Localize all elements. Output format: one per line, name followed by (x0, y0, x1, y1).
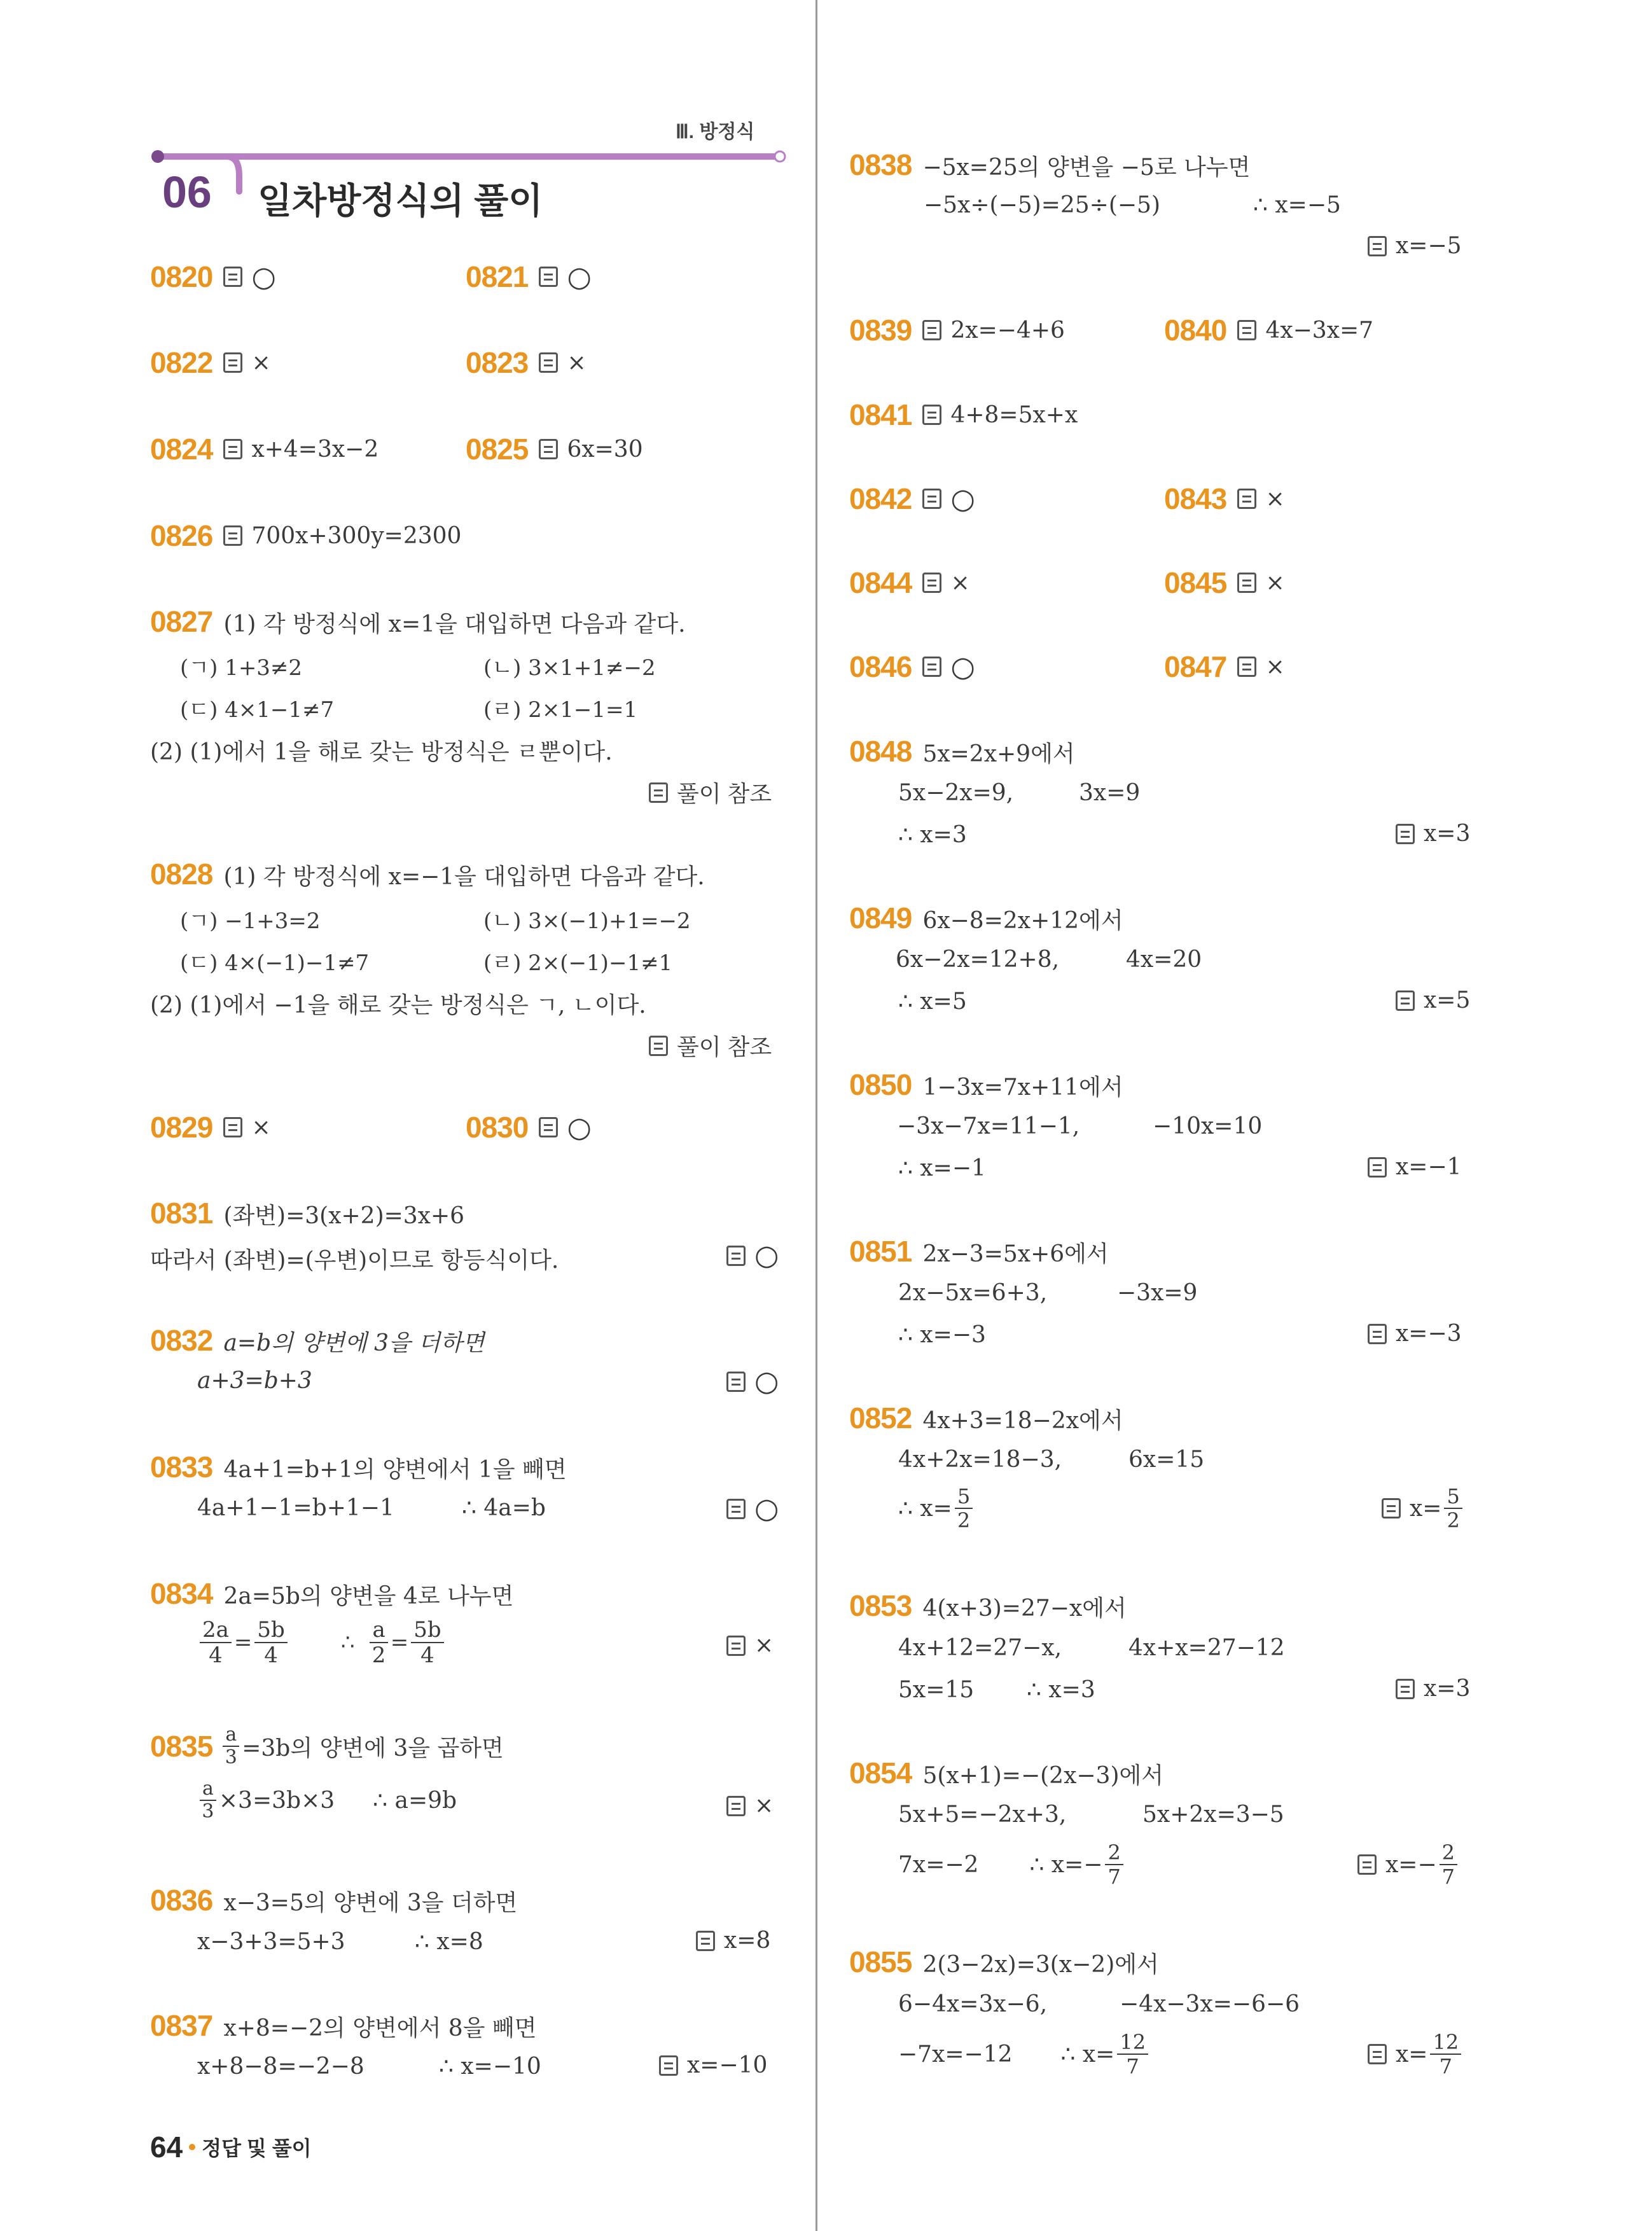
footer-label: 정답 및 풀이 (202, 2137, 312, 2160)
solution-line: 2(3−2x)=3(x−2)에서 (922, 1952, 1159, 1978)
page-number: 64 (150, 2130, 183, 2164)
solution-line: 4x+12=27−x, (898, 1635, 1062, 1661)
solution-line: (1) 각 방정식에 x=−1을 대입하면 다음과 같다. (223, 864, 705, 890)
solution-line: 4x=20 (1126, 947, 1202, 973)
answer-mark-icon (726, 1372, 746, 1392)
problem-0847 (1164, 650, 1285, 684)
problem-0851 (849, 1234, 1109, 1268)
answer: x=3 (1424, 821, 1471, 847)
problem-number: 0852 (849, 1401, 912, 1435)
answer-mark-icon (539, 439, 558, 459)
solution-line: 6x=15 (1128, 1447, 1205, 1473)
answer: x=8 (724, 1928, 771, 1954)
problem-number: 0844 (849, 566, 912, 599)
answer-row (726, 1365, 779, 1398)
answer-mark-icon (726, 1246, 746, 1266)
solution-line: x+8−8=−2−8 (197, 2054, 364, 2080)
answer-mark-icon (1237, 320, 1256, 340)
solution-line: 5(x+1)=−(2x−3)에서 (922, 1763, 1164, 1789)
problem-number: 0824 (150, 433, 213, 466)
problem-number: 0830 (466, 1111, 529, 1144)
problem-number: 0835 (150, 1730, 213, 1763)
fraction: $\frac{12}{7}$ (1117, 2032, 1148, 2076)
answer-mark-icon (539, 267, 558, 287)
answer: × (567, 349, 587, 376)
problem-number: 0854 (849, 1756, 912, 1790)
problem-0825 (466, 432, 643, 466)
answer: x=−3 (1396, 1321, 1462, 1347)
solution-line: (2) (1)에서 1을 해로 갖는 방정식은 ㄹ뿐이다. (150, 739, 613, 765)
problem-number: 0834 (150, 1577, 213, 1610)
answer-mark-icon (649, 1036, 668, 1056)
solution-line: 5x+5=−2x+3, (898, 1802, 1067, 1828)
solution-line: ∴ x=−10 (439, 2054, 541, 2080)
solution-line: 4(x+3)=27−x에서 (922, 1595, 1127, 1622)
problem-0829 (150, 1110, 271, 1144)
answer-row (1396, 987, 1470, 1013)
solution-line: ∴ x=3 (898, 822, 967, 848)
section-title: 일차방정식의 풀이 (258, 181, 543, 221)
solution-line: a=b의 양변에 3을 더하면 (223, 1330, 485, 1356)
solution-line: 5x−2x=9, (898, 780, 1014, 806)
problem-number: 0832 (150, 1324, 213, 1357)
answer: 2x=−4+6 (950, 317, 1065, 344)
solution-line: −3x−7x=11−1, (897, 1113, 1080, 1139)
answer: 6x=30 (567, 436, 643, 462)
problem-0844 (849, 566, 970, 600)
problem-number: 0825 (466, 433, 529, 466)
problem-0840 (1164, 313, 1373, 347)
problem-number: 0820 (150, 260, 213, 293)
solution-line: (2) (1)에서 −1을 해로 갖는 방정식은 ㄱ, ㄴ이다. (150, 992, 646, 1018)
answer-mark-icon (539, 1117, 558, 1137)
fraction-line: $\frac{a}{3}$ ×3=3b×3 ∴ a=9b (197, 1779, 457, 1821)
problem-number: 0838 (849, 148, 912, 181)
answer-row (1382, 1486, 1465, 1531)
solution-line: 6−4x=3x−6, (898, 1991, 1048, 2017)
problem-0824 (150, 432, 378, 466)
problem-number: 0853 (849, 1589, 912, 1622)
solution-line: (1) 각 방정식에 x=1을 대입하면 다음과 같다. (223, 611, 686, 637)
answer-mark-icon (1368, 1157, 1387, 1178)
problem-0828 (150, 857, 705, 891)
answer-row (659, 2052, 767, 2078)
problem-number: 0829 (150, 1111, 213, 1144)
answer-mark-icon (1396, 824, 1415, 844)
problem-number: 0841 (849, 398, 912, 431)
problem-number: 0843 (1164, 482, 1227, 515)
solution-line: a+3=b+3 (197, 1368, 312, 1394)
problem-0833 (150, 1450, 567, 1484)
solution-line: 6x−2x=12+8, (896, 947, 1060, 973)
problem-0852 (849, 1401, 1123, 1435)
problem-number: 0847 (1164, 650, 1227, 683)
answer: 700x+300y=2300 (251, 522, 462, 549)
fraction: $\frac{2}{7}$ (1440, 1842, 1457, 1887)
solution-line: 4a+1−1=b+1−1 (197, 1495, 394, 1521)
answer-mark-icon (922, 489, 941, 509)
solution-line: 4x+3=18−2x에서 (922, 1408, 1123, 1434)
answer-mark-icon (659, 2055, 678, 2076)
problem-0822 (150, 345, 271, 380)
problem-0842 (849, 482, 975, 516)
solution-line: 6x−8=2x+12에서 (922, 908, 1123, 934)
answer: × (1265, 485, 1285, 512)
problem-number: 0827 (150, 605, 213, 638)
problem-number: 0821 (466, 260, 529, 293)
answer: x=− (1385, 1851, 1437, 1878)
answer-mark-icon (1237, 489, 1256, 509)
answer-row (726, 1793, 774, 1819)
answer-mark-icon (1368, 2044, 1387, 2064)
answer: x=−10 (687, 2052, 768, 2078)
solution-line: 3x=9 (1079, 780, 1141, 806)
answer: × (251, 349, 271, 376)
solution-line: ∴ 4a=b (462, 1495, 546, 1521)
answer-mark-icon (922, 320, 941, 340)
problem-0848 (849, 734, 1075, 768)
answer: ○ (950, 482, 975, 515)
solution-line: 2a=5b의 양변을 4로 나누면 (223, 1583, 514, 1609)
problem-0823 (466, 345, 587, 380)
section-number: 06 (162, 167, 212, 217)
solution-line: ∴ x=5 (898, 989, 967, 1015)
option-d: (ㄹ) 2×(−1)−1≠1 (483, 950, 673, 976)
column-divider (816, 0, 817, 2231)
answer-mark-icon (726, 1499, 746, 1519)
answer-mark-icon (922, 657, 941, 677)
answer-row (649, 1029, 772, 1062)
problem-0839 (849, 313, 1065, 347)
problem-0832 (150, 1323, 485, 1358)
problem-0853 (849, 1588, 1127, 1623)
problem-number: 0842 (849, 482, 912, 515)
answer: x=−1 (1396, 1154, 1462, 1180)
option-a: (ㄱ) 1+3≠2 (180, 655, 303, 681)
answer: 4+8=5x+x (950, 401, 1078, 428)
answer: × (754, 1632, 774, 1658)
answer-row (1396, 1676, 1470, 1702)
answer-row (726, 1239, 779, 1272)
solution-line: =3b의 양변에 3을 곱하면 (242, 1735, 504, 1762)
solution-line: −5x÷(−5)=25÷(−5) (924, 192, 1160, 218)
problem-0830 (466, 1110, 592, 1144)
problem-number: 0826 (150, 519, 213, 552)
answer: × (1265, 653, 1285, 680)
answer-row (1357, 1842, 1460, 1887)
fraction-line: 7x=−2 ∴ x=− $\frac{2}{7}$ (898, 1842, 1126, 1887)
answer: ○ (567, 1111, 592, 1144)
problem-0835 (150, 1725, 504, 1767)
answer-mark-icon (1382, 1498, 1401, 1519)
answer-mark-icon (1237, 573, 1256, 593)
option-b: (ㄴ) 3×1+1≠−2 (483, 655, 656, 681)
answer: x=−5 (1396, 233, 1462, 259)
solution-line: ∴ x=8 (415, 1929, 483, 1955)
solution-line: x−3+3=5+3 (197, 1929, 345, 1955)
fraction: $\frac{a}{3}$ (223, 1725, 239, 1767)
answer-mark-icon (1357, 1854, 1377, 1875)
problem-number: 0823 (466, 346, 529, 379)
answer-mark-icon (922, 573, 941, 593)
option-d: (ㄹ) 2×1−1=1 (483, 697, 638, 723)
answer: ○ (754, 1239, 779, 1272)
fraction: $\frac{5b}{4}$ (254, 1619, 287, 1666)
answer-mark-icon (1396, 990, 1415, 1011)
solution-line: −10x=10 (1153, 1113, 1263, 1139)
answer-row (1368, 1154, 1462, 1180)
problem-number: 0846 (849, 650, 912, 683)
fraction: $\frac{2a}{4}$ (200, 1619, 232, 1666)
answer: x= (1396, 2041, 1428, 2068)
answer-row (696, 1928, 770, 1954)
problem-number: 0837 (150, 2009, 213, 2042)
problem-number: 0828 (150, 858, 213, 891)
problem-0836 (150, 1883, 517, 1917)
answer: ○ (950, 650, 975, 683)
problem-0855 (849, 1945, 1159, 1979)
answer-mark-icon (649, 782, 668, 803)
fraction-line: −7x=−12 ∴ x= $\frac{12}{7}$ (898, 2032, 1151, 2076)
answer-row (1368, 2032, 1464, 2076)
answer-row (1368, 233, 1462, 259)
fraction: $\frac{12}{7}$ (1430, 2032, 1461, 2076)
problem-0821 (466, 260, 592, 294)
problem-0854 (849, 1756, 1163, 1790)
answer-mark-icon (539, 352, 558, 373)
solution-line: x−3=5의 양변에 3을 더하면 (223, 1890, 518, 1916)
answer-row (649, 776, 772, 809)
answer: × (950, 569, 970, 596)
problem-0837 (150, 2008, 536, 2043)
problem-0834 (150, 1576, 513, 1611)
answer-mark-icon (223, 352, 242, 373)
solution-line: ∴ x=−3 (898, 1322, 986, 1348)
solution-line: 5x=15 (898, 1677, 975, 1703)
solution-line: 5x+2x=3−5 (1142, 1802, 1284, 1828)
solution-line: 4a+1=b+1의 양변에서 1을 빼면 (223, 1457, 567, 1483)
bullet-icon (189, 2144, 195, 2150)
answer: × (1265, 569, 1285, 596)
problem-number: 0850 (849, 1068, 912, 1101)
answer-mark-icon (223, 267, 242, 287)
problem-0850 (849, 1067, 1123, 1102)
solution-line: −4x−3x=−6−6 (1120, 1991, 1300, 2017)
answer: 풀이 참조 (677, 781, 772, 807)
answer: × (754, 1793, 774, 1819)
answer: 풀이 참조 (677, 1034, 772, 1060)
solution-line: −3x=9 (1117, 1280, 1198, 1306)
problem-number: 0848 (849, 735, 912, 768)
solution-line: (좌변)=3(x+2)=3x+6 (223, 1203, 465, 1229)
problem-0845 (1164, 566, 1285, 600)
answer: 4x−3x=7 (1265, 317, 1374, 344)
problem-0846 (849, 650, 975, 684)
solution-line: 따라서 (좌변)=(우변)이므로 항등식이다. (150, 1248, 559, 1274)
solution-line: 4x+x=27−12 (1128, 1635, 1285, 1661)
problem-number: 0851 (849, 1235, 912, 1268)
fraction: $\frac{5}{2}$ (955, 1486, 973, 1531)
solution-line: 5x=2x+9에서 (922, 741, 1075, 767)
answer-mark-icon (726, 1636, 746, 1656)
answer-mark-icon (223, 1117, 242, 1137)
answer: x=3 (1424, 1676, 1471, 1702)
answer-mark-icon (223, 439, 242, 459)
solution-line: 1−3x=7x+11에서 (922, 1074, 1123, 1101)
answer: ○ (251, 260, 276, 293)
answer-row (1368, 1321, 1462, 1347)
answer: ○ (754, 1492, 779, 1525)
problem-number: 0849 (849, 901, 912, 935)
answer-mark-icon (1396, 1679, 1415, 1699)
fraction: $\frac{a}{3}$ (200, 1779, 216, 1821)
answer-mark-icon (1368, 236, 1387, 256)
chapter-label: Ⅲ. 방정식 (676, 122, 755, 142)
answer: ○ (754, 1365, 779, 1398)
fraction: $\frac{2}{7}$ (1105, 1842, 1123, 1887)
solution-line: x+8=−2의 양변에서 8을 빼면 (223, 2015, 537, 2041)
problem-0849 (849, 901, 1123, 935)
fraction: $\frac{5}{2}$ (1444, 1486, 1462, 1531)
answer-row (726, 1632, 774, 1658)
problem-0820 (150, 260, 276, 294)
problem-0826 (150, 518, 461, 553)
problem-number: 0855 (849, 1945, 912, 1978)
problem-0831 (150, 1196, 464, 1230)
answer-mark-icon (1237, 657, 1256, 677)
solution-line: −5x=25의 양변을 −5로 나누면 (922, 155, 1251, 181)
problem-number: 0822 (150, 346, 213, 379)
option-b: (ㄴ) 3×(−1)+1=−2 (483, 908, 691, 934)
answer-mark-icon (922, 405, 941, 425)
fraction: $\frac{a}{2}$ (370, 1619, 387, 1666)
solution-line: 2x−3=5x+6에서 (922, 1241, 1109, 1267)
problem-0841 (849, 398, 1078, 432)
problem-0843 (1164, 482, 1285, 516)
fraction-line: ∴ x= $\frac{5}{2}$ (898, 1486, 975, 1531)
answer-row (1396, 821, 1470, 847)
answer: x=5 (1424, 987, 1471, 1013)
answer-row (726, 1492, 779, 1525)
solution-line: ∴ x=3 (1027, 1677, 1095, 1703)
fraction-line: $\frac{2a}{4}$ = $\frac{5b}{4}$ ∴ $\frac{a}{2}$ = $\frac{5b}{4}$ (197, 1619, 447, 1666)
problem-number: 0839 (849, 314, 912, 347)
problem-number: 0836 (150, 1884, 213, 1917)
problem-0838 (849, 148, 1250, 182)
option-a: (ㄱ) −1+3=2 (180, 908, 321, 934)
option-c: (ㄷ) 4×1−1≠7 (180, 697, 335, 723)
problem-number: 0845 (1164, 566, 1227, 599)
problem-number: 0840 (1164, 314, 1227, 347)
answer-mark-icon (223, 525, 242, 546)
problem-number: 0833 (150, 1450, 213, 1484)
footer (150, 2130, 312, 2164)
answer: x+4=3x−2 (251, 436, 379, 462)
answer: ○ (567, 260, 592, 293)
problem-number: 0831 (150, 1197, 213, 1230)
answer-mark-icon (696, 1931, 715, 1951)
answer: × (251, 1114, 271, 1141)
option-c: (ㄷ) 4×(−1)−1≠7 (180, 950, 370, 976)
problem-0827 (150, 604, 686, 639)
solution-line: 2x−5x=6+3, (898, 1280, 1048, 1306)
answer-mark-icon (1368, 1324, 1387, 1344)
solution-line: ∴ x=−5 (1253, 192, 1341, 218)
solution-line: 4x+2x=18−3, (898, 1447, 1062, 1473)
fraction: $\frac{5b}{4}$ (411, 1619, 443, 1666)
answer-mark-icon (726, 1796, 746, 1816)
answer: x= (1410, 1495, 1442, 1522)
solution-line: ∴ x=−1 (898, 1155, 986, 1181)
